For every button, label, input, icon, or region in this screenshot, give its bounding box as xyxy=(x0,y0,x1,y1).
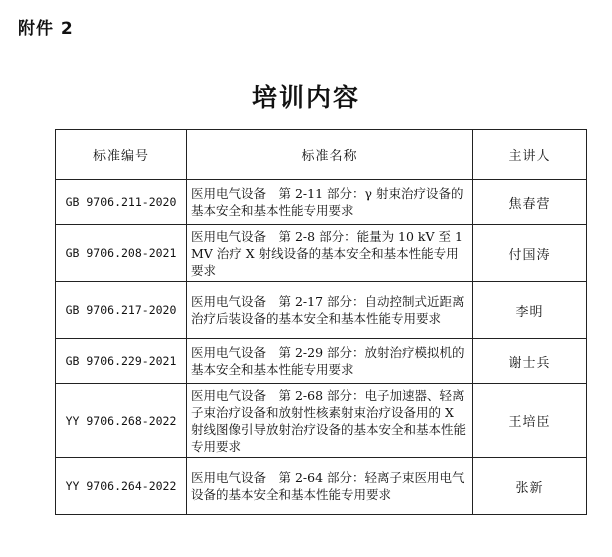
standard-code: GB 9706.229-2021 xyxy=(56,339,187,384)
table-row xyxy=(56,225,587,282)
lecturer-name: 张新 xyxy=(473,458,587,515)
standard-code: YY 9706.268-2022 xyxy=(56,384,187,458)
standard-name: 医用电气设备 第 2-29 部分：放射治疗模拟机的基本安全和基本性能专用要求 xyxy=(187,339,473,384)
page-title: 培训内容 xyxy=(251,83,360,112)
table-row xyxy=(56,458,587,515)
standard-code: GB 9706.211-2020 xyxy=(56,180,187,225)
standard-code: GB 9706.217-2020 xyxy=(56,282,187,339)
standard-code: GB 9706.208-2021 xyxy=(56,225,187,282)
attachment-label: 附件 2 xyxy=(18,19,74,39)
lecturer-name: 李明 xyxy=(473,282,587,339)
header-standard-name: 标准名称 xyxy=(187,130,473,180)
lecturer-name: 谢士兵 xyxy=(473,339,587,384)
header-standard-code: 标准编号 xyxy=(56,130,187,180)
standard-name: 医用电气设备 第 2-17 部分：自动控制式近距离治疗后装设备的基本安全和基本性能专用要求 xyxy=(187,282,473,339)
table-row xyxy=(56,384,587,458)
standard-name: 医用电气设备 第 2-68 部分：电子加速器、轻离子束治疗设备和放射性核素射束治疗设备用的 X 射线图像引导放射治疗设备的基本安全和基本性能专用要求 xyxy=(187,384,473,458)
table-row xyxy=(56,339,587,384)
header-lecturer: 主讲人 xyxy=(473,130,587,180)
standard-name: 医用电气设备 第 2-11 部分：γ 射束治疗设备的基本安全和基本性能专用要求 xyxy=(187,180,473,225)
table-header-row xyxy=(56,130,587,180)
lecturer-name: 王培臣 xyxy=(473,384,587,458)
lecturer-name: 焦春营 xyxy=(473,180,587,225)
standard-name: 医用电气设备 第 2-64 部分：轻离子束医用电气设备的基本安全和基本性能专用要求 xyxy=(187,458,473,515)
standard-code: YY 9706.264-2022 xyxy=(56,458,187,515)
lecturer-name: 付国涛 xyxy=(473,225,587,282)
standards-table xyxy=(55,129,587,515)
table-row xyxy=(56,180,587,225)
table-row xyxy=(56,282,587,339)
standard-name: 医用电气设备 第 2-8 部分：能量为 10 kV 至 1 MV 治疗 X 射线设备的基本安全和基本性能专用要求 xyxy=(187,225,473,282)
